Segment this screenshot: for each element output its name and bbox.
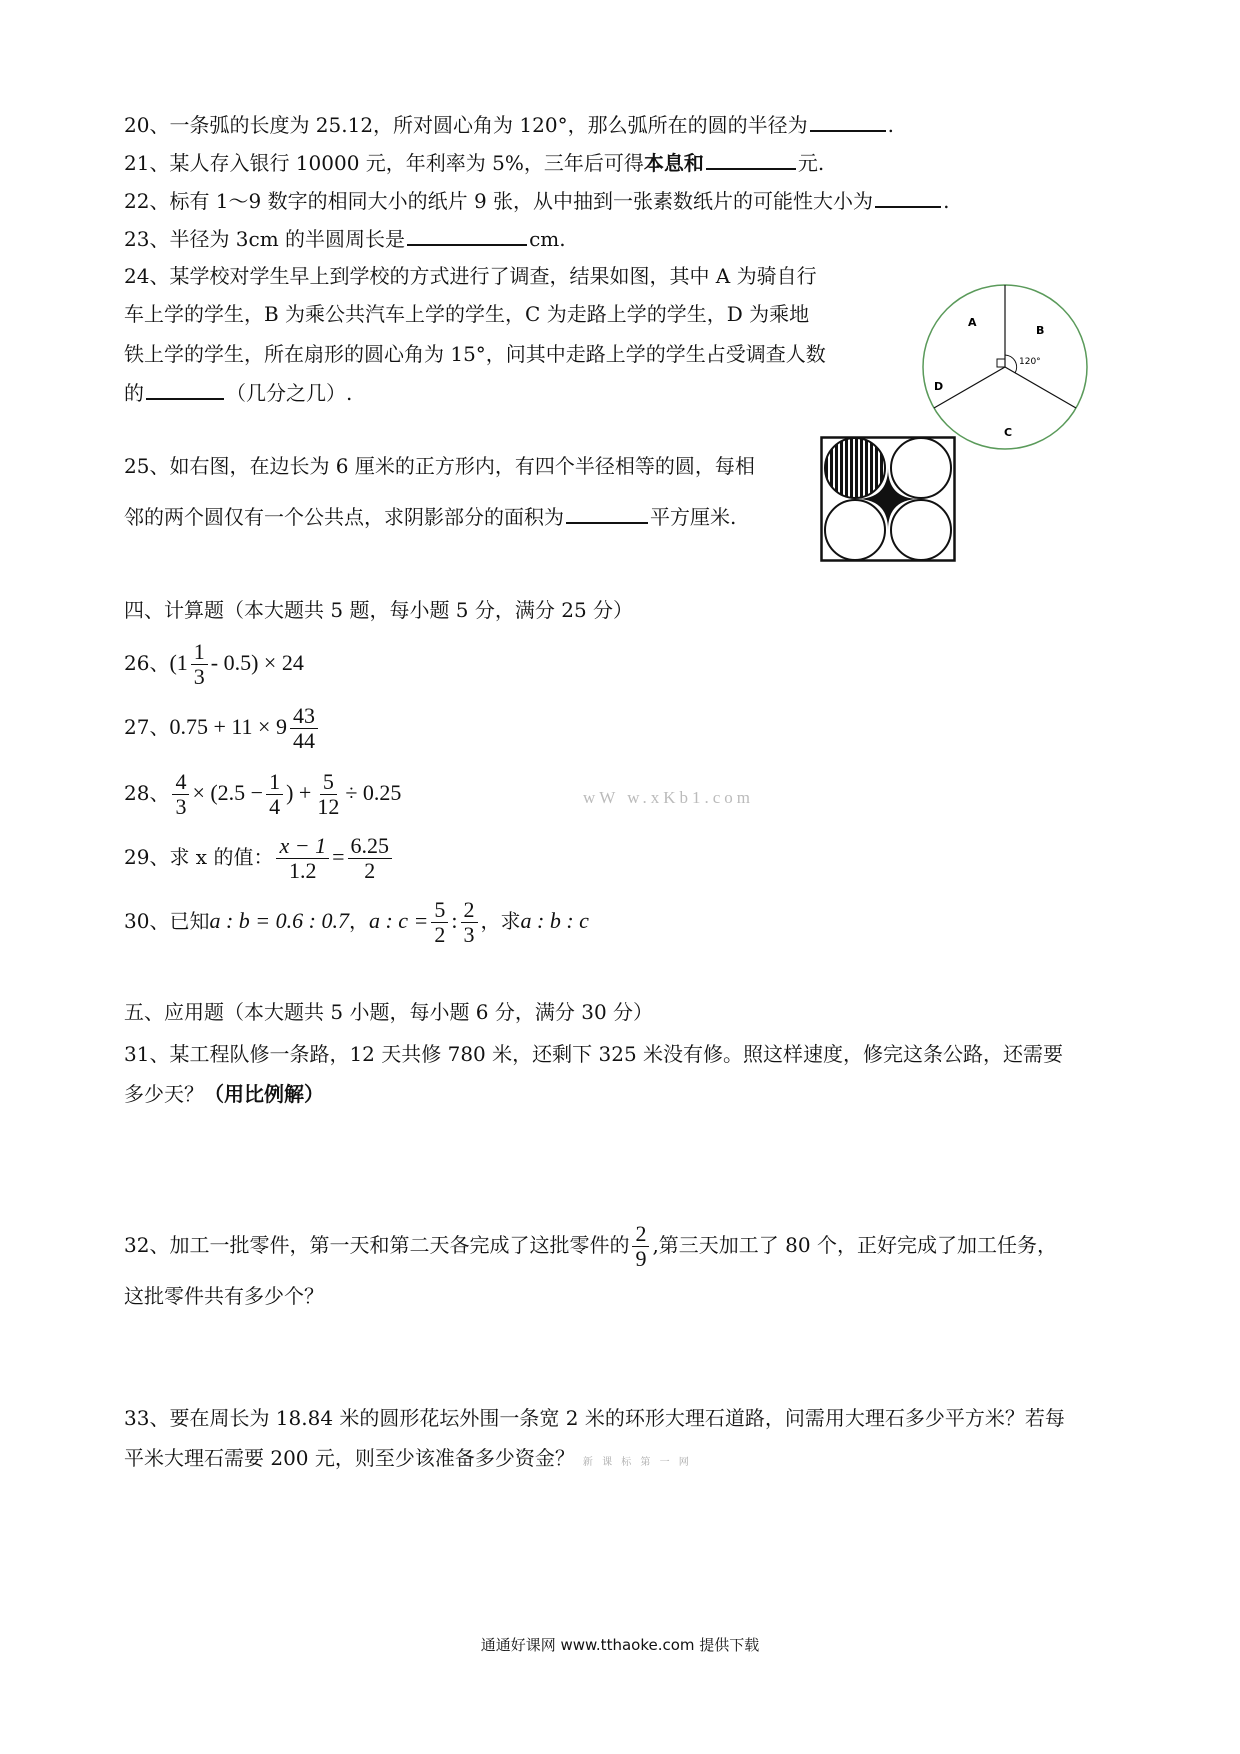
question-26-fraction: [191, 640, 208, 689]
question-25-line-2-start: 邻的两个圆仅有一个公共点，求阴影部分的面积为: [124, 505, 564, 529]
fraction-denominator: 1.2: [289, 858, 317, 883]
pie-label-b: B: [1036, 324, 1045, 337]
question-31-line-1: 31、某工程队修一条路，12 天共修 780 米，还剩下 325 米没有修。照这样速度，修完这条公路，还需要: [124, 1042, 1064, 1066]
answer-blank-24[interactable]: [146, 378, 224, 400]
question-21-bold: 本息和: [643, 151, 704, 175]
question-20-end: .: [887, 113, 894, 137]
fraction-denominator: 12: [317, 794, 340, 819]
question-24-line-3: 铁上学的学生，所在扇形的圆心角为 15°，问其中走路上学的学生占受调查人数: [124, 342, 826, 366]
pie-chart-figure: [920, 282, 1090, 452]
fraction-denominator: 9: [635, 1246, 647, 1271]
pie-label-d: D: [934, 380, 944, 393]
question-30-fraction-1: [431, 898, 448, 947]
square-circles-figure: [820, 436, 956, 562]
fraction-numerator: 2: [632, 1222, 649, 1247]
circle-top-left-shaded: [825, 438, 885, 498]
fraction-numerator: x − 1: [276, 834, 329, 859]
question-29-fraction-1: [276, 834, 329, 883]
question-29-equals: =: [332, 844, 345, 869]
question-33-line-2: [124, 1444, 692, 1477]
question-20: [124, 110, 894, 139]
fraction-denominator: 3: [175, 794, 187, 819]
question-25-line-2: [124, 502, 736, 531]
question-30-fraction-2: [461, 898, 478, 947]
fraction-numerator: 6.25: [348, 834, 393, 859]
section-5-heading: 五、应用题（本大题共 5 小题，每小题 6 分，满分 30 分）: [124, 1000, 654, 1024]
question-30-ask-expression: a : b : c: [520, 908, 589, 933]
question-32-line-1: [124, 1220, 1057, 1271]
answer-blank-20[interactable]: [810, 110, 886, 132]
answer-blank-22[interactable]: [875, 186, 941, 208]
question-31-line-2: [124, 1080, 324, 1108]
question-30-number: 30、已知: [124, 909, 210, 933]
question-24-line-1: 24、某学校对学生早上到学校的方式进行了调查，结果如图，其中 A 为骑自行: [124, 264, 817, 288]
question-28-fraction-1: [172, 770, 189, 819]
fraction-denominator: 3: [193, 664, 205, 689]
question-30-ask: ，求: [480, 909, 521, 933]
question-27-pre: 0.75 + 11 × 9: [169, 714, 287, 739]
question-28-fraction-2: [266, 770, 283, 819]
answer-blank-23[interactable]: [407, 224, 527, 246]
pie-label-a: A: [968, 316, 977, 329]
question-28: [124, 768, 401, 819]
question-26: [124, 638, 304, 689]
question-26-number: 26、: [124, 651, 170, 675]
question-29-fraction-2: [348, 834, 393, 883]
question-32-line-2: 这批零件共有多少个？: [124, 1284, 324, 1308]
question-21-end: 元.: [797, 151, 825, 175]
question-27-number: 27、: [124, 715, 170, 739]
answer-blank-25[interactable]: [566, 502, 648, 524]
pie-radius-b-c: [1005, 367, 1076, 408]
question-21-text: 21、某人存入银行 10000 元，年利率为 5%，三年后可得: [124, 151, 644, 175]
fraction-numerator: 2: [461, 898, 478, 923]
question-24-line-4-end: （几分之几）.: [226, 381, 353, 405]
pie-right-angle-mark: [997, 359, 1005, 367]
question-23-end: cm.: [529, 227, 566, 251]
question-24-line-4-start: 的: [124, 381, 144, 405]
question-31-line-2-start: 多少天？: [124, 1082, 204, 1106]
question-30-ratio-1: a : b = 0.6 : 0.7: [209, 908, 349, 933]
question-28-fraction-3: [314, 770, 342, 819]
fraction-numerator: 4: [172, 770, 189, 795]
question-26-post: - 0.5) × 24: [210, 650, 304, 675]
page-footer: 通通好课网 www.tthaoke.com 提供下载: [480, 1636, 760, 1654]
question-28-mid-2: ) +: [286, 780, 312, 805]
question-29: [124, 832, 395, 883]
fraction-numerator: 1: [191, 640, 208, 665]
pie-radius-c-d: [934, 367, 1005, 408]
circle-bottom-left: [825, 500, 885, 560]
circle-top-right: [891, 438, 951, 498]
section-4-heading: 四、计算题（本大题共 5 题，每小题 5 分，满分 25 分）: [124, 598, 634, 622]
fraction-denominator: 2: [434, 922, 446, 947]
question-25-line-1: 25、如右图，在边长为 6 厘米的正方形内，有四个半径相等的圆，每相: [124, 454, 755, 478]
watermark-text: wW w.xKb1.com: [583, 788, 754, 807]
circle-bottom-right: [891, 500, 951, 560]
question-23: [124, 224, 566, 253]
question-32-post: ,第三天加工了 80 个，正好完成了加工任务，: [652, 1233, 1057, 1257]
question-24-line-4: [124, 378, 352, 407]
fraction-numerator: 43: [290, 704, 318, 729]
pie-angle-label: 120°: [1019, 357, 1041, 367]
question-33-line-1: 33、要在周长为 18.84 米的圆形花坛外围一条宽 2 米的环形大理石道路，问需用大理石多少平方米？若每: [124, 1406, 1065, 1430]
question-28-number: 28、: [124, 781, 170, 805]
fraction-numerator: 5: [320, 770, 337, 795]
question-24-line-2: 车上学的学生，B 为乘公共汽车上学的学生，C 为走路上学的学生，D 为乘地: [124, 302, 810, 326]
question-21: [124, 148, 824, 177]
question-22-text: 22、标有 1～9 数字的相同大小的纸片 9 张，从中抽到一张素数纸片的可能性大小为: [124, 189, 874, 213]
question-28-post: ÷ 0.25: [345, 780, 402, 805]
question-29-number: 29、求 x 的值：: [124, 845, 274, 869]
fraction-numerator: 1: [266, 770, 283, 795]
question-26-pre: (1: [169, 650, 188, 675]
fraction-numerator: 5: [431, 898, 448, 923]
question-30-colon: :: [451, 908, 458, 933]
fraction-denominator: 3: [463, 922, 475, 947]
question-33-line-2-text: 平米大理石需要 200 元，则至少该准备多少资金？: [124, 1446, 575, 1470]
question-32-pre: 32、加工一批零件，第一天和第二天各完成了这批零件的: [124, 1233, 630, 1257]
question-30-comma: ，: [348, 909, 369, 933]
question-20-text: 20、一条弧的长度为 25.12，所对圆心角为 120°，那么弧所在的圆的半径为: [124, 113, 808, 137]
question-30: [124, 896, 589, 947]
question-31-bold-note: （用比例解）: [204, 1082, 324, 1106]
question-22: [124, 186, 949, 215]
question-30-ratio-2: a : c =: [368, 908, 429, 933]
fraction-denominator: 44: [292, 728, 315, 753]
fraction-denominator: 2: [364, 858, 376, 883]
question-23-text: 23、半径为 3cm 的半圆周长是: [124, 227, 406, 251]
question-28-mid-1: × (2.5 −: [192, 780, 264, 805]
question-27-fraction: [290, 704, 318, 753]
question-32-fraction: [632, 1222, 649, 1271]
question-22-end: .: [943, 189, 950, 213]
pie-label-c: C: [1004, 426, 1013, 439]
fraction-denominator: 4: [269, 794, 281, 819]
question-25-line-2-end: 平方厘米.: [650, 505, 737, 529]
question-27: [124, 702, 321, 753]
answer-blank-21[interactable]: [706, 148, 796, 170]
small-watermark: 新 课 标 第 一 网: [582, 1457, 692, 1468]
